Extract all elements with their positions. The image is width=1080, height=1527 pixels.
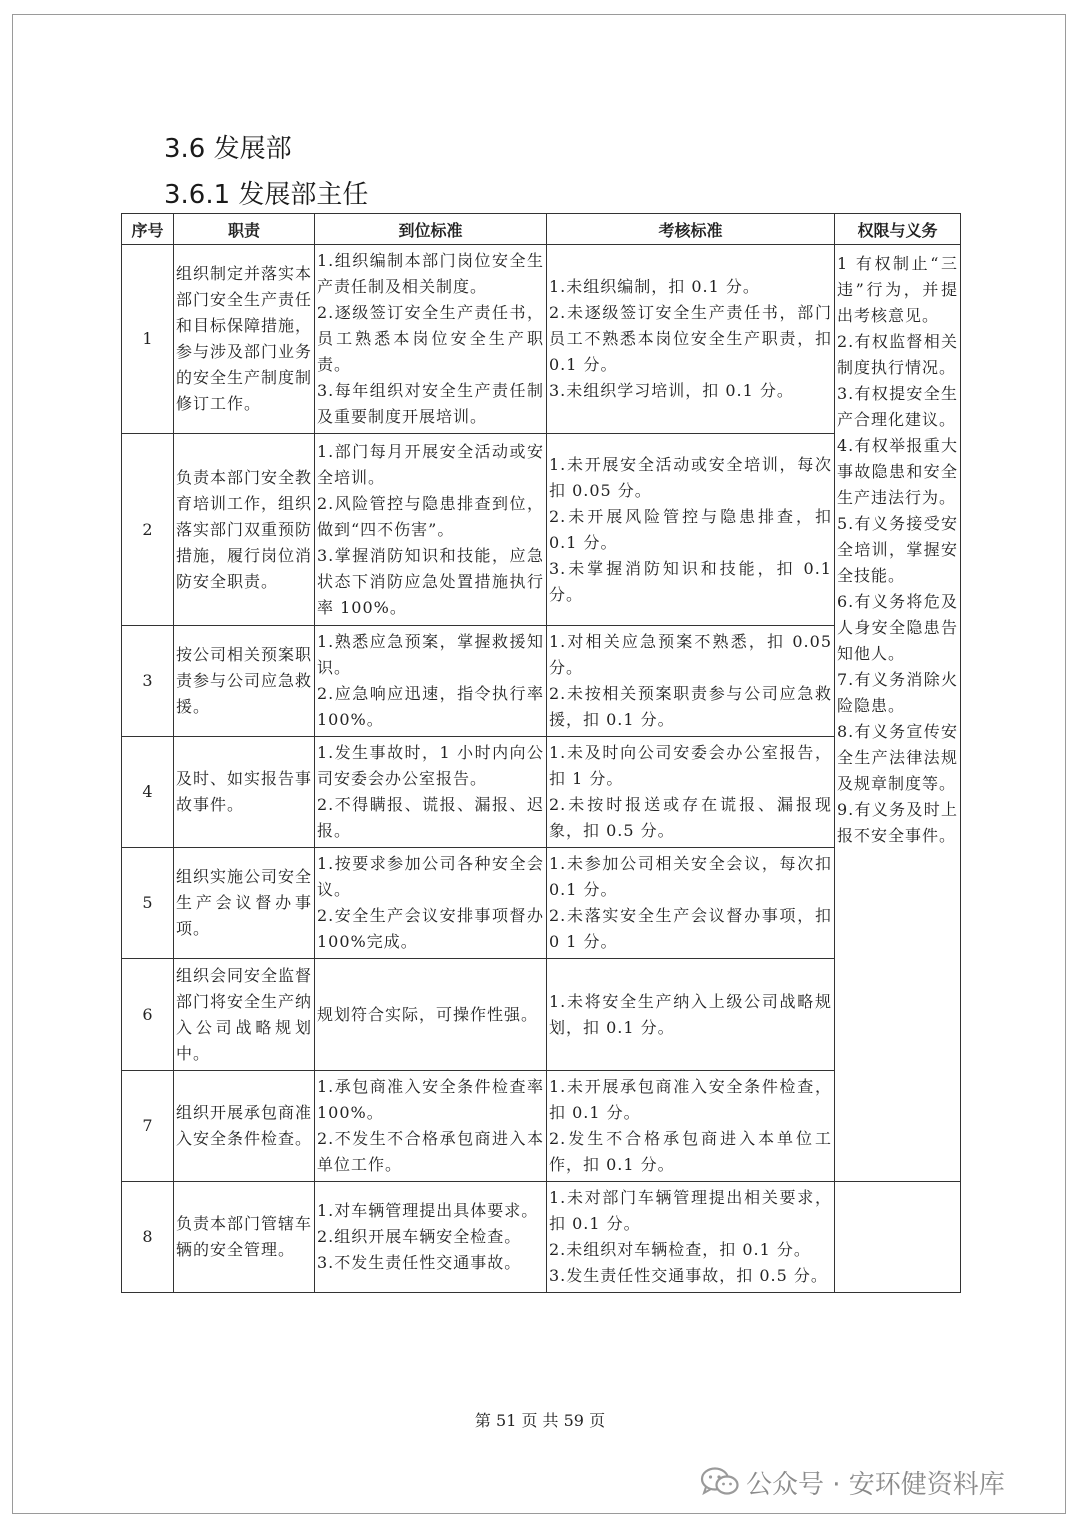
row-standard <box>315 959 547 1071</box>
row-duty: 负责本部门管辖车辆的安全管理。 <box>174 1182 315 1293</box>
standard-line: 1.承包商准入安全条件检查率 100%。 <box>317 1077 544 1122</box>
wechat-icon <box>700 1466 740 1498</box>
row-standard <box>315 626 547 737</box>
standard-line: 2.不得瞒报、谎报、漏报、迟报。 <box>317 795 544 840</box>
row-no: 1 <box>122 245 174 434</box>
table-header-row <box>122 214 961 245</box>
row-standard <box>315 737 547 848</box>
row-standard <box>315 434 547 626</box>
row-no: 2 <box>122 434 174 626</box>
standard-line: 3.掌握消防知识和技能，应急状态下消防应急处置措施执行率 100%。 <box>317 545 544 617</box>
row-duty: 按公司相关预案职责参与公司应急救援。 <box>174 626 315 737</box>
standard-line: 1.熟悉应急预案，掌握救援知识。 <box>317 632 544 677</box>
standard-line: 2.风险管控与隐患排查到位，做到“四不伤害”。 <box>317 493 544 539</box>
assessment-line: 2.未按时报送或存在谎报、漏报现象，扣 0.5 分。 <box>549 795 832 840</box>
assessment-line: 2.未按相关预案职责参与公司应急救援，扣 0.1 分。 <box>549 684 832 729</box>
subsection-heading: 3.6.1 发展部主任 <box>164 180 369 210</box>
row-duty: 组织制定并落实本部门安全生产责任和目标保障措施，参与涉及部门业务的安全生产制度制修订工作。 <box>174 245 315 434</box>
standard-line: 1.组织编制本部门岗位安全生产责任制及相关制度。 <box>317 251 544 296</box>
standard-line: 2.应急响应迅速，指令执行率 100%。 <box>317 684 544 729</box>
rights-line: 2.有权监督相关制度执行情况。 <box>837 332 958 377</box>
assessment-line: 1.未参加公司相关安全会议，每次扣 0.1 分。 <box>549 854 832 899</box>
row-assessment <box>547 848 835 959</box>
assessment-line: 3.未组织学习培训，扣 0.1 分。 <box>549 381 794 400</box>
rights-empty-cell <box>835 1182 961 1293</box>
standard-line: 2.组织开展车辆安全检查。 <box>317 1227 522 1246</box>
row-assessment <box>547 245 835 434</box>
row-assessment <box>547 626 835 737</box>
standard-line: 1.对车辆管理提出具体要求。 <box>317 1201 539 1220</box>
row-no: 5 <box>122 848 174 959</box>
table-row <box>122 1182 961 1293</box>
table-row <box>122 245 961 434</box>
row-duty: 组织会同安全监督部门将安全生产纳入公司战略规划中。 <box>174 959 315 1071</box>
row-assessment <box>547 1071 835 1182</box>
row-assessment <box>547 737 835 848</box>
standard-line: 3.每年组织对安全生产责任制及重要制度开展培训。 <box>317 381 544 426</box>
row-no: 3 <box>122 626 174 737</box>
assessment-line: 3.未掌握消防知识和技能，扣 0.1 分。 <box>549 558 832 604</box>
rights-line: 9.有义务及时上报不安全事件。 <box>837 800 958 845</box>
row-no: 7 <box>122 1071 174 1182</box>
row-assessment <box>547 1182 835 1293</box>
assessment-line: 1.未开展承包商准入安全条件检查，扣 0.1 分。 <box>549 1077 832 1122</box>
row-duty: 组织开展承包商准入安全条件检查。 <box>174 1071 315 1182</box>
assessment-line: 2.未落实安全生产会议督办事项，扣 0 1 分。 <box>549 906 832 951</box>
assessment-line: 2.未组织对车辆检查，扣 0.1 分。 <box>549 1240 811 1259</box>
assessment-line: 1.未将安全生产纳入上级公司战略规划，扣 0.1 分。 <box>549 991 832 1037</box>
header-rights: 权限与义务 <box>835 214 961 245</box>
row-assessment <box>547 959 835 1071</box>
standard-line: 2.安全生产会议安排事项督办 100%完成。 <box>317 906 544 951</box>
assessment-line: 2.发生不合格承包商进入本单位工作，扣 0.1 分。 <box>549 1129 832 1174</box>
rights-line: 8.有义务宣传安全生产法律法规及规章制度等。 <box>837 722 958 793</box>
row-standard <box>315 1182 547 1293</box>
rights-line: 1 有权制止“三违”行为，并提出考核意见。 <box>837 254 958 325</box>
rights-line: 6.有义务将危及人身安全隐患告知他人。 <box>837 592 958 663</box>
watermark <box>700 1462 1060 1502</box>
rights-line: 5.有义务接受安全培训，掌握安全技能。 <box>837 514 958 585</box>
header-assessment: 考核标准 <box>547 214 835 245</box>
row-standard <box>315 245 547 434</box>
rights-line: 4.有权举报重大事故隐患和安全生产违法行为。 <box>837 436 958 507</box>
row-duty: 及时、如实报告事故事件。 <box>174 737 315 848</box>
row-duty: 负责本部门安全教育培训工作，组织落实部门双重预防措施，履行岗位消防安全职责。 <box>174 434 315 626</box>
header-no: 序号 <box>122 214 174 245</box>
header-duty: 职责 <box>174 214 315 245</box>
row-no: 8 <box>122 1182 174 1293</box>
watermark-text: 公众号 · 安环健资料库 <box>746 1469 1005 1500</box>
row-standard <box>315 848 547 959</box>
standard-line: 规划符合实际，可操作性强。 <box>317 1004 539 1024</box>
standard-line: 2.不发生不合格承包商进入本单位工作。 <box>317 1129 544 1174</box>
row-standard <box>315 1071 547 1182</box>
assessment-line: 1.未及时向公司安委会办公室报告，扣 1 分。 <box>549 743 832 788</box>
standard-line: 1.部门每月开展安全活动或安全培训。 <box>317 441 544 487</box>
standard-line: 2.逐级签订安全生产责任书，员工熟悉本岗位安全生产职责。 <box>317 303 544 374</box>
assessment-line: 1.对相关应急预案不熟悉，扣 0.05 分。 <box>549 632 832 677</box>
standard-line: 1.发生事故时，1 小时内向公司安委会办公室报告。 <box>317 743 544 788</box>
assessment-line: 1.未组织编制，扣 0.1 分。 <box>549 277 760 296</box>
responsibility-table <box>121 213 961 1293</box>
assessment-line: 2.未逐级签订安全生产责任书，部门员工不熟悉本岗位安全生产职责，扣 0.1 分。 <box>549 303 832 374</box>
row-no: 4 <box>122 737 174 848</box>
rights-line: 7.有义务消除火险隐患。 <box>837 670 958 715</box>
rights-cell <box>835 245 961 1182</box>
assessment-line: 2.未开展风险管控与隐患排查，扣 0.1 分。 <box>549 506 832 552</box>
rights-line: 3.有权提安全生产合理化建议。 <box>837 384 958 429</box>
standard-line: 1.按要求参加公司各种安全会议。 <box>317 854 544 899</box>
standard-line: 3.不发生责任性交通事故。 <box>317 1253 522 1272</box>
row-no: 6 <box>122 959 174 1071</box>
row-assessment <box>547 434 835 626</box>
assessment-line: 3.发生责任性交通事故，扣 0.5 分。 <box>549 1266 828 1285</box>
row-duty: 组织实施公司安全生产会议督办事项。 <box>174 848 315 959</box>
assessment-line: 1.未对部门车辆管理提出相关要求，扣 0.1 分。 <box>549 1188 832 1233</box>
header-standard: 到位标准 <box>315 214 547 245</box>
assessment-line: 1.未开展安全活动或安全培训，每次扣 0.05 分。 <box>549 454 832 500</box>
page-number: 第 51 页 共 59 页 <box>474 1411 606 1430</box>
section-heading: 3.6 发展部 <box>164 134 292 164</box>
